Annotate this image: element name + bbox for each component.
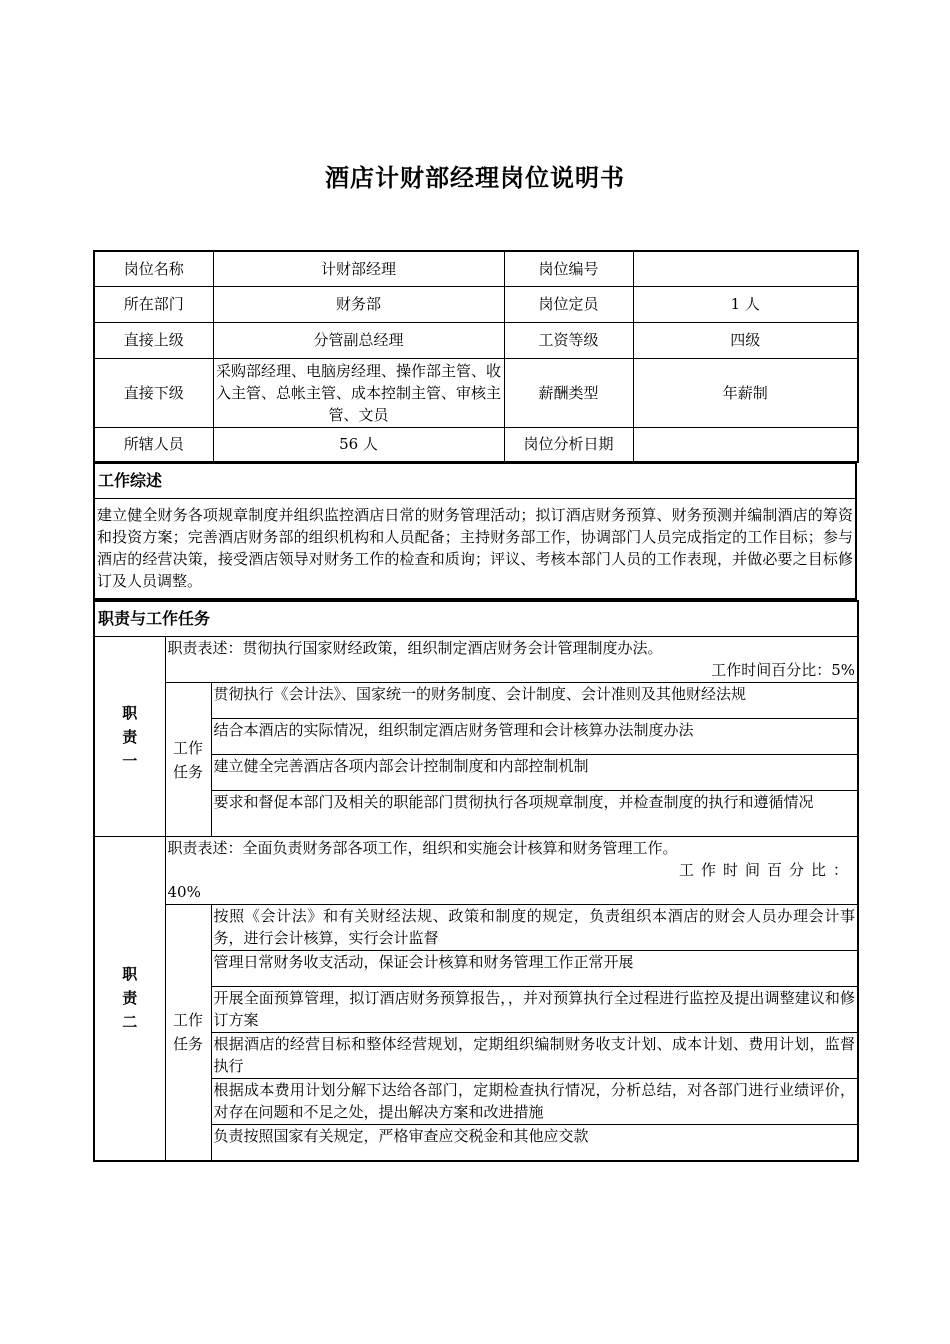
value-department: 财务部 — [213, 286, 504, 322]
value-staff: 56 人 — [213, 427, 504, 462]
value-position-name: 计财部经理 — [213, 251, 504, 286]
value-supervisor: 分管副总经理 — [213, 322, 504, 358]
duty-1-task-row — [94, 683, 858, 719]
duty-1-time-percentage: 工作时间百分比：5% — [711, 661, 855, 679]
duty-2-time-percentage-value: 40% — [167, 883, 201, 901]
duty-1-label-text: 职 责 一 — [122, 703, 138, 770]
value-headcount: 1 人 — [633, 286, 858, 322]
duty-2-task-4: 根据酒店的经营目标和整体经营规划，定期组织编制财务收支计划、成本计划、费用计划，监督执行 — [211, 1033, 858, 1079]
duty-1-description-row — [94, 637, 858, 683]
duty-2-task-1: 按照《会计法》和有关财经法规、政策和制度的规定，负责组织本酒店的财会人员办理会计事务，进行会计核算，实行会计监督 — [211, 905, 858, 951]
label-supervisor: 直接上级 — [94, 322, 213, 358]
label-headcount: 岗位定员 — [504, 286, 633, 322]
duty-2-label — [94, 837, 165, 1161]
work-summary-section — [93, 462, 857, 600]
label-analysis-date: 岗位分析日期 — [504, 427, 633, 462]
duty-2-task-label — [165, 905, 211, 1161]
duty-2-task-2: 管理日常财务收支活动，保证会计核算和财务管理工作正常开展 — [211, 951, 858, 987]
duties-section — [93, 600, 859, 1162]
value-pay-type: 年薪制 — [633, 358, 858, 427]
duty-2-task-label-text: 工作 任务 — [172, 1011, 203, 1054]
duty-2-time-percentage-label: 工作时间百分比： — [678, 861, 855, 879]
duty-1-task-1: 贯彻执行《会计法》、国家统一的财务制度、会计制度、会计准则及其他财经法规 — [211, 683, 858, 719]
duty-2-task-3: 开展全面预算管理，拟订酒店财务预算报告，，并对预算执行全过程进行监控及提出调整建议和修订方案 — [211, 987, 858, 1033]
work-summary-heading: 工作综述 — [94, 463, 856, 499]
label-salary-grade: 工资等级 — [504, 322, 633, 358]
info-row-subordinates — [94, 358, 858, 427]
label-pay-type: 薪酬类型 — [504, 358, 633, 427]
value-salary-grade: 四级 — [633, 322, 858, 358]
duty-2-description-row — [94, 837, 858, 905]
document-title: 酒店计财部经理岗位说明书 — [325, 164, 625, 192]
value-subordinates: 采购部经理、电脑房经理、操作部主管、收入主管、总帐主管、成本控制主管、审核主管、文员 — [213, 358, 504, 427]
duty-1-label — [94, 637, 165, 837]
duty-1-task-3: 建立健全完善酒店各项内部会计控制制度和内部控制机制 — [211, 755, 858, 791]
duty-1-task-label — [165, 683, 211, 837]
duty-1-task-4: 要求和督促本部门及相关的职能部门贯彻执行各项规章制度，并检查制度的执行和遵循情况 — [211, 791, 858, 837]
label-staff: 所辖人员 — [94, 427, 213, 462]
duty-1-description — [165, 637, 858, 683]
position-info-table — [93, 250, 859, 463]
info-row-department — [94, 286, 858, 322]
label-department: 所在部门 — [94, 286, 213, 322]
label-position-name: 岗位名称 — [94, 251, 213, 286]
value-analysis-date — [633, 427, 858, 462]
work-summary-text: 建立健全财务各项规章制度并组织监控酒店日常的财务管理活动；拟订酒店财务预算、财务预测并编制酒店的筹资和投资方案；完善酒店财务部的组织机构和人员配备；主持财务部工作，协调部门人员完成指定的工作目标；参与酒店的经营决策，接受酒店领导对财务工作的检查和质询；评议、考核本部门人员的工作表现，并做必要之目标修订及人员调整。 — [94, 499, 856, 599]
duty-1-description-text: 职责表述：贯彻执行国家财经政策，组织制定酒店财务会计管理制度办法。 — [167, 639, 663, 657]
duty-2-description — [165, 837, 858, 905]
info-row-staff — [94, 427, 858, 462]
duty-1-task-label-text: 工作 任务 — [172, 738, 203, 781]
label-subordinates: 直接下级 — [94, 358, 213, 427]
duty-2-task-6: 负责按照国家有关规定，严格审查应交税金和其他应交款 — [211, 1125, 858, 1161]
value-position-code — [633, 251, 858, 286]
duties-heading: 职责与工作任务 — [94, 601, 858, 637]
info-row-position-name — [94, 251, 858, 286]
duty-2-task-row — [94, 905, 858, 951]
label-position-code: 岗位编号 — [504, 251, 633, 286]
duty-2-task-5: 根据成本费用计划分解下达给各部门，定期检查执行情况，分析总结，对各部门进行业绩评价，对存在问题和不足之处，提出解决方案和改进措施 — [211, 1079, 858, 1125]
duty-2-description-text: 职责表述：全面负责财务部各项工作，组织和实施会计核算和财务管理工作。 — [167, 839, 678, 857]
duty-1-task-2: 结合本酒店的实际情况，组织制定酒店财务管理和会计核算办法制度办法 — [211, 719, 858, 755]
duty-2-label-text: 职 责 二 — [122, 965, 138, 1032]
info-row-supervisor — [94, 322, 858, 358]
